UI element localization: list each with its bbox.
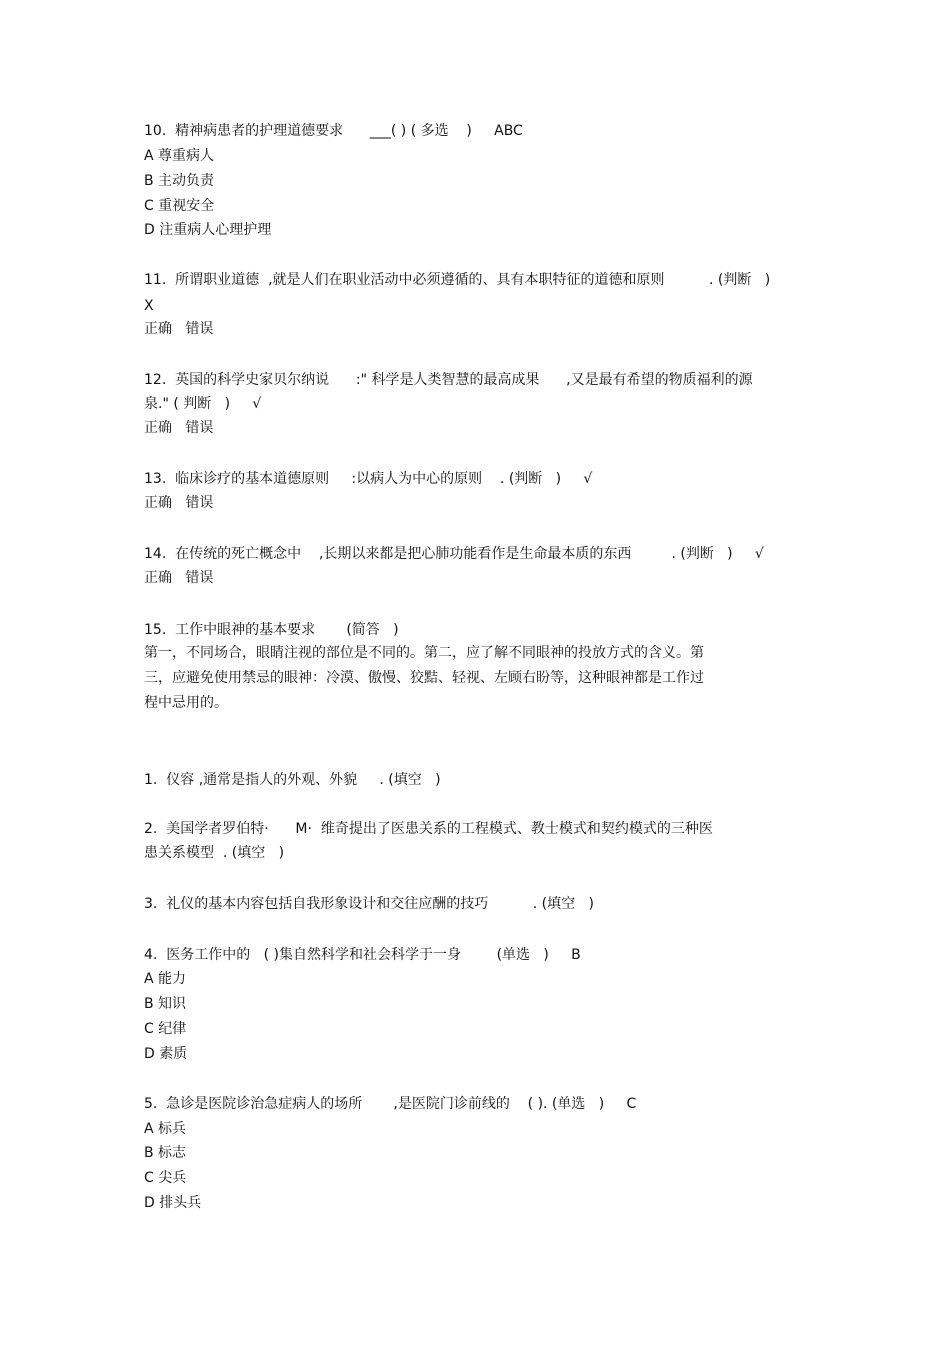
f1-stem: 1. 仪容 ,通常是指人的外观、外貌 . (填空 ) [144,772,441,788]
q12-stem-line1: 12. 英国的科学史家贝尔纳说 :" 科学是人类智慧的最高成果 ,又是最有希望的物质福利的源 [144,372,753,388]
s4-option-a: A 能力 [144,971,187,987]
q15-stem: 15. 工作中眼神的基本要求 (简答 ) [144,622,399,638]
q10-option-b: B 主动负责 [144,173,215,189]
f3-stem: 3. 礼仪的基本内容包括自我形象设计和交往应酬的技巧 . (填空 ) [144,896,594,912]
q15-answer-line2: 三，应避免使用禁忌的眼神：冷漠、傲慢、狡黠、轻视、左顾右盼等，这种眼神都是工作过 [144,670,704,686]
q14-stem: 14. 在传统的死亡概念中 ,长期以来都是把心肺功能看作是生命最本质的东西 . (判断 ) √ [144,546,764,562]
q11-answer: X [144,298,154,314]
s4-option-c: C 纪律 [144,1021,187,1037]
q15-answer-line1: 第一，不同场合，眼睛注视的部位是不同的。第二，应了解不同眼神的投放方式的含义。第 [144,645,704,661]
s4-option-b: B 知识 [144,996,187,1012]
q13-choices: 正确 错误 [144,495,214,511]
s5-stem: 5. 急诊是医院诊治急症病人的场所 ,是医院门诊前线的 ( ). (单选 ) C [144,1096,637,1112]
q11-choices: 正确 错误 [144,321,214,337]
f2-stem-line1: 2. 美国学者罗伯特· M· 维奇提出了医患关系的工程模式、教士模式和契约模式的三种医 [144,821,713,837]
q13-stem: 13. 临床诊疗的基本道德原则 :以病人为中心的原则 . (判断 ) √ [144,471,593,487]
q10-option-a: A 尊重病人 [144,148,215,164]
s5-option-c: C 尖兵 [144,1170,187,1186]
f2-stem-line2: 患关系模型 . (填空 ) [144,845,285,861]
q15-answer-line3: 程中忌用的。 [144,695,228,711]
q12-choices: 正确 错误 [144,420,214,436]
s5-option-a: A 标兵 [144,1121,187,1137]
q10-option-d: D 注重病人心理护理 [144,222,272,238]
q10-option-c: C 重视安全 [144,198,215,214]
q10-stem: 10. 精神病患者的护理道德要求 ___( ) ( 多选 ) ABC [144,123,523,139]
q11-stem: 11. 所谓职业道德 ,就是人们在职业活动中必须遵循的、具有本职特征的道德和原则 . (判断 ) [144,272,771,288]
q12-stem-line2: 泉." ( 判断 ) √ [144,396,262,412]
s5-option-d: D 排头兵 [144,1195,202,1211]
s5-option-b: B 标志 [144,1145,187,1161]
q14-choices: 正确 错误 [144,570,214,586]
s4-option-d: D 素质 [144,1046,188,1062]
s4-stem: 4. 医务工作中的 ( )集自然科学和社会科学于一身 (单选 ) B [144,947,581,963]
